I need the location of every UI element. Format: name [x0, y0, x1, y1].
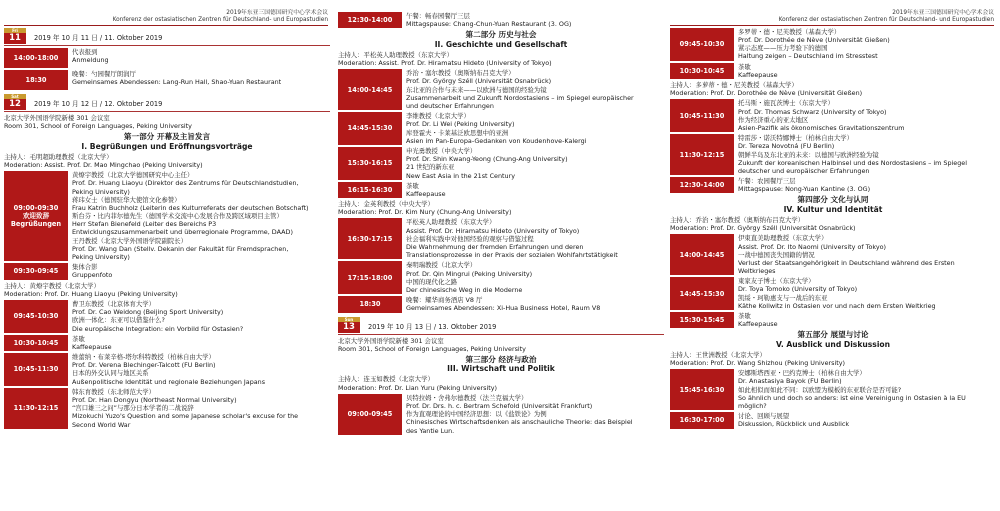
talk-title-zh: 欧洲一体化：东亚可以借鉴什么? — [72, 316, 165, 325]
page-middle — [338, 0, 664, 511]
talk-title-zh: 日本的外交认同与地区关系 — [72, 369, 149, 378]
moderator-en: Moderation: Prof. Dr. Kim Nury (Chung-Ang University) — [338, 208, 512, 217]
session-title-zh: 茶歇 — [406, 181, 419, 190]
talk-title-de: des Yantie Lun. — [406, 426, 455, 435]
speaker-line: 多罗蒂・德・尼芙教授（基森大学） — [738, 27, 841, 36]
time-cell: 11:30-12:15 — [670, 134, 734, 175]
day-header-12 — [4, 94, 330, 110]
speaker-line: Prof. Dr. Thomas Schwarz (University of Tokyo) — [738, 107, 887, 116]
day-date: 2019 年 10 月 12 日 / 12. Oktober 2019 — [34, 99, 163, 108]
schedule-row — [338, 69, 664, 110]
time-cell: 18:30 — [338, 296, 402, 312]
speaker-line: Prof. Dr. Cao Weidong (Beijing Sport University) — [72, 308, 224, 317]
talk-title-en: Mizokuchi Yuzo's Question and some Japanese scholar's excuse for the — [72, 412, 299, 421]
schedule-row — [338, 296, 664, 312]
time-cell — [4, 171, 68, 261]
talk-title-zh: 作为直观理论的中国经济思想：以《盐铁论》为例 — [406, 410, 547, 419]
schedule-row — [670, 277, 996, 310]
session-title-zh: 茶歇 — [738, 62, 751, 71]
talk-title-en: Second World War — [72, 420, 131, 429]
time-label-de: Begrüßungen — [10, 220, 62, 229]
speaker-line: 李维教授（北京大学） — [406, 112, 470, 121]
talk-title-de: Verlust der Staatsangehörigkeit in Deutschland während des Ersten — [738, 258, 955, 267]
speaker-line: Dr. Anastasiya Bayok (FU Berlin) — [738, 377, 842, 386]
moderator-zh: 主持人：金英利教授（中央大学） — [338, 200, 434, 209]
speaker-line: Dr. Toya Tomoko (University of Tokyo) — [738, 285, 858, 294]
speaker-line: 東家友子博士（东京大学） — [738, 277, 815, 286]
session-title-de: Gemeinsames Abendessen: Xi-Hua Business Hotel, Raum V8 — [406, 304, 601, 313]
time-cell: 15:45-16:30 — [670, 369, 734, 410]
moderator-zh: 主持人：王世洲教授（北京大学） — [670, 350, 766, 359]
time-cell: 15:30-16:15 — [338, 147, 402, 180]
session-title-de: Diskussion, Rückblick und Ausblick — [738, 420, 850, 429]
schedule-row — [4, 353, 330, 386]
session-title-de: Kaffeepause — [72, 342, 112, 351]
talk-title-de: Die europäische Integration: ein Vorbild für Ostasien? — [72, 324, 244, 333]
speaker-line: Prof. Dr. Li Wei (Peking University) — [406, 120, 515, 129]
talk-title-zh: 库登霍夫・卡莱基泛欧思想中的亚洲 — [406, 128, 509, 137]
speaker-line: Peking University) — [72, 187, 130, 196]
session-title-zh: 晚餐：耀华商务酒店 V8 厅 — [406, 296, 483, 305]
conference-title-de: Konferenz der ostasiatischen Zentren für Deutschland- und Europastudien — [112, 16, 328, 23]
time-cell: 11:30-12:15 — [4, 388, 68, 429]
talk-title-de: Der chinesische Weg in die Moderne — [406, 285, 523, 294]
day-tab — [338, 317, 360, 333]
talk-title-zh: 中国的现代化之路 — [406, 277, 458, 286]
speaker-line: Assist. Prof. Dr. Ito Naomi (University of Tokyo) — [738, 242, 887, 251]
moderator-en: Moderation: Assist. Prof. Dr. Hiramatsu Hideto (University of Tokyo) — [338, 59, 552, 68]
schedule-row — [338, 261, 664, 294]
moderator-en: Moderation: Prof. Dr. György Széll (Universität Osnabrück) — [670, 224, 856, 233]
time-cell: 14:45-15:30 — [338, 112, 402, 145]
speaker-line: Prof. Dr. Qin Mingrui (Peking University) — [406, 269, 533, 278]
session-title-de: Kaffeepause — [406, 189, 446, 198]
schedule-row — [670, 177, 996, 193]
time-cell: 09:45-10:30 — [4, 300, 68, 333]
speaker-line: 申光勇教授（中央大学） — [406, 146, 477, 155]
speaker-line: 维蕾纳・布莱辛格-塔尔科特教授（柏林自由大学） — [72, 353, 215, 362]
talk-title-zh: 东北亚的合作与未来——以欧洲与德国的经验为镜 — [406, 85, 547, 94]
section-title-zh: 第二部分 历史与社会 — [465, 30, 537, 40]
day-tab — [4, 94, 26, 110]
day-tab — [4, 28, 26, 44]
speaker-line: 王丹教授（北京大学外国语学院副院长） — [72, 236, 188, 245]
day-number: 13 — [338, 322, 360, 333]
time-cell: 15:30-15:45 — [670, 312, 734, 328]
schedule-row — [670, 234, 996, 275]
section-title-zh: 第一部分 开幕及主旨发言 — [123, 132, 211, 142]
moderator-zh: 主持人：平松英人助理教授（东京大学） — [338, 50, 454, 59]
section-title-zh: 第四部分 文化与认同 — [797, 195, 869, 205]
section-title-de: V. Ausblick und Diskussion — [775, 339, 891, 349]
talk-title-de: möglich? — [738, 402, 767, 411]
section-title-zh: 第五部分 展望与讨论 — [797, 330, 869, 340]
time-cell: 09:30-09:45 — [4, 263, 68, 279]
weekday-label: Sun — [338, 317, 360, 322]
session-title-zh: 茶歇 — [72, 334, 85, 343]
schedule-row — [338, 218, 664, 259]
talk-title-de: Weltkrieges — [738, 267, 776, 276]
time-cell: 09:00-09:45 — [338, 394, 402, 435]
talk-title-zh: 社会福利实践中对他国经验的观察与借鉴过程 — [406, 234, 534, 243]
talk-title-de: und deutscher Erfahrungen — [406, 102, 494, 110]
talk-title-zh: 紧示态度——压力考验下的德国 — [738, 44, 828, 53]
conference-header — [4, 10, 330, 26]
schedule-row — [670, 134, 996, 175]
page-right — [670, 0, 996, 511]
room-zh: 北京大学外国语学院新楼 301 会议室 — [4, 113, 110, 122]
session-title-de: Gruppenfoto — [72, 271, 113, 280]
talk-title-en: New East Asia in the 21st Century — [406, 171, 515, 180]
moderator-zh: 主持人：乔治・塞尔教授（奥斯纳布吕克大学） — [670, 215, 805, 224]
talk-title-de: Käthe Kollwitz in Ostasien vor und nach dem Ersten Weltkrieg — [738, 301, 936, 310]
conference-header — [670, 10, 996, 26]
session-title-zh: 午餐：畅春园餐厅三层 — [406, 12, 470, 20]
speaker-line: 乔治・塞尔教授（奥斯纳布吕克大学） — [406, 69, 515, 78]
conference-title-de: Konferenz der ostasiatischen Zentren für Deutschland- und Europastudien — [778, 16, 994, 23]
schedule-row — [4, 48, 330, 68]
session-title-zh: 茶歇 — [738, 312, 751, 321]
schedule-row — [670, 99, 996, 132]
schedule-row — [338, 147, 664, 180]
section-heading — [338, 355, 664, 374]
room-en: Room 301, School of Foreign Languages, Peking University — [338, 344, 526, 353]
session-title-de: Mittagspause: Chang-Chun-Yuan Restaurant (3. OG) — [406, 20, 572, 29]
speaker-line: Assist. Prof. Dr. Hiramatsu Hideto (University of Tokyo) — [406, 226, 580, 235]
time-cell: 10:45-11:30 — [4, 353, 68, 386]
schedule-row — [338, 182, 664, 198]
time-cell: 16:30-17:15 — [338, 218, 402, 259]
moderator-en: Moderation: Prof. Dr. Wang Shizhou (Peking University) — [670, 359, 846, 368]
moderator-en: Moderation: Assist. Prof. Dr. Mao Mingchao (Peking University) — [4, 160, 203, 169]
talk-title-zh: 如此相似而如此不同：以欧盟为模板的东亚联合是否可能? — [738, 385, 902, 394]
speaker-line: Frau Katrin Buchholz (Leiterin des Kulturreferats der deutschen Botschaft) — [72, 203, 309, 212]
talk-title-de: Die Wahrnehmung der fremden Erfahrungen und deren — [406, 243, 584, 251]
conference-title-zh: 2019年东亚三国德国研究中心学术会议 — [892, 10, 994, 16]
speaker-line: Entwicklungszusammenarbeit und überregionale Programme, DAAD) — [72, 228, 293, 237]
schedule-row — [670, 312, 996, 328]
time-cell: 14:45-15:30 — [670, 277, 734, 310]
schedule-row — [338, 112, 664, 145]
time-cell: 18:30 — [4, 70, 68, 90]
speaker-line: Prof. Dr. Drs. h. c. Bertram Schefold (Universität Frankfurt) — [406, 401, 593, 410]
schedule-row — [4, 300, 330, 333]
session-title-zh: 集体合影 — [72, 263, 98, 272]
day-number: 12 — [4, 99, 26, 110]
section-heading — [4, 132, 330, 151]
talk-title-zh: 朝鲜半岛及东北亚的未来：以德国与欧洲经验为镜 — [738, 150, 879, 159]
session-title-zh: 代表报到 — [72, 47, 98, 56]
time-label-zh: 欢迎致辞 — [22, 212, 50, 221]
moderator-zh: 主持人：毛明超助理教授（北京大学） — [4, 152, 113, 161]
speaker-line: Prof. Dr. Shin Kwang-Yeong (Chung-Ang University) — [406, 155, 568, 164]
moderator-zh: 主持人：连玉如教授（北京大学） — [338, 375, 434, 384]
talk-title-zh: 作为经济重心的亚太地区 — [738, 115, 809, 124]
speaker-line: Herr Stefan Bienefeld (Leiter des Bereichs P3 — [72, 220, 217, 229]
session-title-zh: 讨论、回顾与展望 — [738, 412, 790, 421]
session-title-de: Mittagspause: Nong-Yuan Kantine (3. OG) — [738, 185, 871, 194]
talk-title-zh: 21 世纪的新东亚 — [406, 163, 455, 172]
talk-title-zh: 凯绥・珂勒惠支与一战后的东亚 — [738, 293, 828, 302]
time-cell: 16:15-16:30 — [338, 182, 402, 198]
talk-title-de: So ähnlich und doch so anders: ist eine Vereinigung in Ostasien à la EU — [738, 393, 966, 402]
time-range: 09:00-09:30 — [13, 203, 59, 212]
weekday-label: Sat — [4, 94, 26, 99]
speaker-line: 秦明瑞教授（北京大学） — [406, 261, 477, 270]
speaker-line: 平松英人助理教授（东京大学） — [406, 218, 496, 227]
section-title-de: III. Wirtschaft und Politik — [447, 364, 555, 374]
speaker-line: 安娜斯塔西亚・巴约克博士（柏林自由大学） — [738, 369, 866, 378]
time-cell: 10:45-11:30 — [670, 99, 734, 132]
section-heading — [670, 195, 996, 214]
speaker-line: Prof. Dr. Wang Dan (Stellv. Dekanin der Fakultät für Fremdsprachen, — [72, 244, 289, 253]
time-cell: 12:30-14:00 — [338, 12, 402, 28]
time-cell: 17:15-18:00 — [338, 261, 402, 294]
talk-title-de: Außenpolitische Identität und regionale Beziehungen Japans — [72, 377, 266, 386]
talk-title-de: Zusammenarbeit und Zukunft Nordostasiens – im Spiegel europäischer — [406, 93, 634, 102]
schedule-row — [4, 70, 330, 90]
moderator-zh: 主持人：黄燎宇教授（北京大学） — [4, 281, 100, 290]
schedule-row — [4, 171, 330, 261]
schedule-row — [670, 63, 996, 79]
session-title-de: Kaffeepause — [738, 320, 778, 329]
section-heading — [670, 330, 996, 349]
section-title-de: II. Geschichte und Gesellschaft — [434, 39, 568, 49]
speaker-line: 曹卫东教授（北京体育大学） — [72, 299, 156, 308]
conference-title-zh: 2019年东亚三国德国研究中心学术会议 — [226, 10, 328, 16]
moderator-en: Moderation: Prof. Dr. Lian Yuru (Peking University) — [338, 383, 498, 392]
schedule-row — [338, 394, 664, 435]
session-title-zh: 午餐：农园餐厅三层 — [738, 177, 796, 186]
day-header-13 — [338, 317, 664, 333]
time-cell: 12:30-14:00 — [670, 177, 734, 193]
speaker-line: 斯台芬・比内菲尔德先生（德国学术交流中心发展合作及跨区域项目主管） — [72, 212, 283, 221]
time-cell: 10:30-10:45 — [4, 335, 68, 351]
talk-title-de: Haltung zeigen – Deutschland im Stresstest — [738, 52, 878, 61]
speaker-line: 贝特拉姆・舍弗尔德教授（法兰克福大学） — [406, 393, 528, 402]
day-number: 11 — [4, 33, 26, 44]
speaker-line: Prof. Dr. Dorothée de Nève (Universität Gießen) — [738, 36, 890, 45]
day-date: 2019 年 10 月 11 日 / 11. Oktober 2019 — [34, 33, 163, 42]
talk-title-de: deutscher und europäischer Erfahrungen — [738, 166, 870, 175]
speaker-line: 托马斯・施瓦茨博士（东京大学） — [738, 99, 834, 108]
talk-title-zh: “宫口雄三之问”与那分日本学者的二战说辞 — [72, 404, 194, 413]
moderator-en: Moderation: Prof. Dr. Huang Liaoyu (Peking University) — [4, 289, 178, 298]
schedule-row — [4, 388, 330, 429]
talk-title-zh: 一战中德国丧失国籍的情况 — [738, 250, 815, 259]
talk-title-de: Asien im Pan-Europa-Gedanken von Koudenhove-Kalergi — [406, 136, 587, 145]
speaker-line: Prof. Dr. György Széll (Universität Osnabrück) — [406, 77, 552, 86]
schedule-row — [4, 263, 330, 279]
room-zh: 北京大学外国语学院新楼 301 会议室 — [338, 336, 444, 345]
speaker-line: 韩东育教授（东北师范大学） — [72, 387, 156, 396]
time-cell: 14:00-14:45 — [338, 69, 402, 110]
schedule-row — [670, 412, 996, 428]
schedule-row — [338, 12, 664, 28]
speaker-line: Dr. Tereza Novotná (FU Berlin) — [738, 142, 835, 151]
section-heading — [338, 30, 664, 49]
session-title-de: Gemeinsames Abendessen: Lang-Run Hall, Shao-Yuan Restaurant — [72, 78, 282, 87]
page-left — [4, 0, 330, 511]
speaker-line: 伊東直美助理教授（东京大学） — [738, 234, 828, 243]
talk-title-de: Zukunft der koreanischen Halbinsel und des Nordostasiens – im Spiegel — [738, 158, 968, 167]
schedule-row — [670, 28, 996, 61]
speaker-line: Prof. Dr. Verena Blechinger-Talcott (FU Berlin) — [72, 361, 216, 370]
day-date: 2019 年 10 月 13 日 / 13. Oktober 2019 — [368, 322, 497, 331]
weekday-label: Fri — [4, 28, 26, 33]
session-title-de: Anmeldung — [72, 56, 109, 65]
speaker-line: Peking University) — [72, 253, 130, 262]
section-title-de: IV. Kultur und Identität — [783, 204, 883, 214]
section-title-de: I. Begrüßungen und Eröffnungsvorträge — [81, 141, 253, 151]
time-cell: 09:45-10:30 — [670, 28, 734, 61]
talk-title-de: Chinesisches Wirtschaftsdenken als anschauliche Theorie: das Beispiel — [406, 418, 633, 427]
talk-title-de: Asien-Pazifik als ökonomisches Gravitationszentrum — [738, 123, 905, 132]
session-title-zh: 晚餐：勺园餐厅朗润厅 — [72, 69, 136, 78]
time-cell: 14:00-14:45 — [670, 234, 734, 275]
session-title-de: Kaffeepause — [738, 70, 778, 79]
speaker-line: Prof. Dr. Huang Liaoyu (Direktor des Zentrums für Deutschlandstudien, — [72, 179, 299, 188]
speaker-line: 特雷莎・诺沃特娜博士（柏林自由大学） — [738, 134, 854, 143]
speaker-line: Prof. Dr. Han Dongyu (Northeast Normal University) — [72, 396, 237, 405]
moderator-zh: 主持人：多萝蒂・德・尼芙教授（基森大学） — [670, 81, 798, 90]
time-cell: 16:30-17:00 — [670, 412, 734, 428]
speaker-line: 蒋玮女士（德国驻华大使馆文化参赞） — [72, 195, 181, 204]
speaker-line: 黄燎宇教授（北京大学德国研究中心主任） — [72, 171, 194, 180]
room-en: Room 301, School of Foreign Languages, Peking University — [4, 122, 192, 131]
moderator-en: Moderation: Prof. Dr. Dorothée de Nève (Universität Gießen) — [670, 89, 863, 98]
day-header-11 — [4, 28, 330, 44]
time-cell: 14:00-18:00 — [4, 48, 68, 68]
schedule-row — [670, 369, 996, 410]
schedule-row — [4, 335, 330, 351]
time-cell: 10:30-10:45 — [670, 63, 734, 79]
talk-title-de: Translationsprozesse in der Praxis der sozialen Wohlfahrtstätigkeit — [406, 251, 618, 260]
section-title-zh: 第三部分 经济与政治 — [465, 354, 537, 364]
